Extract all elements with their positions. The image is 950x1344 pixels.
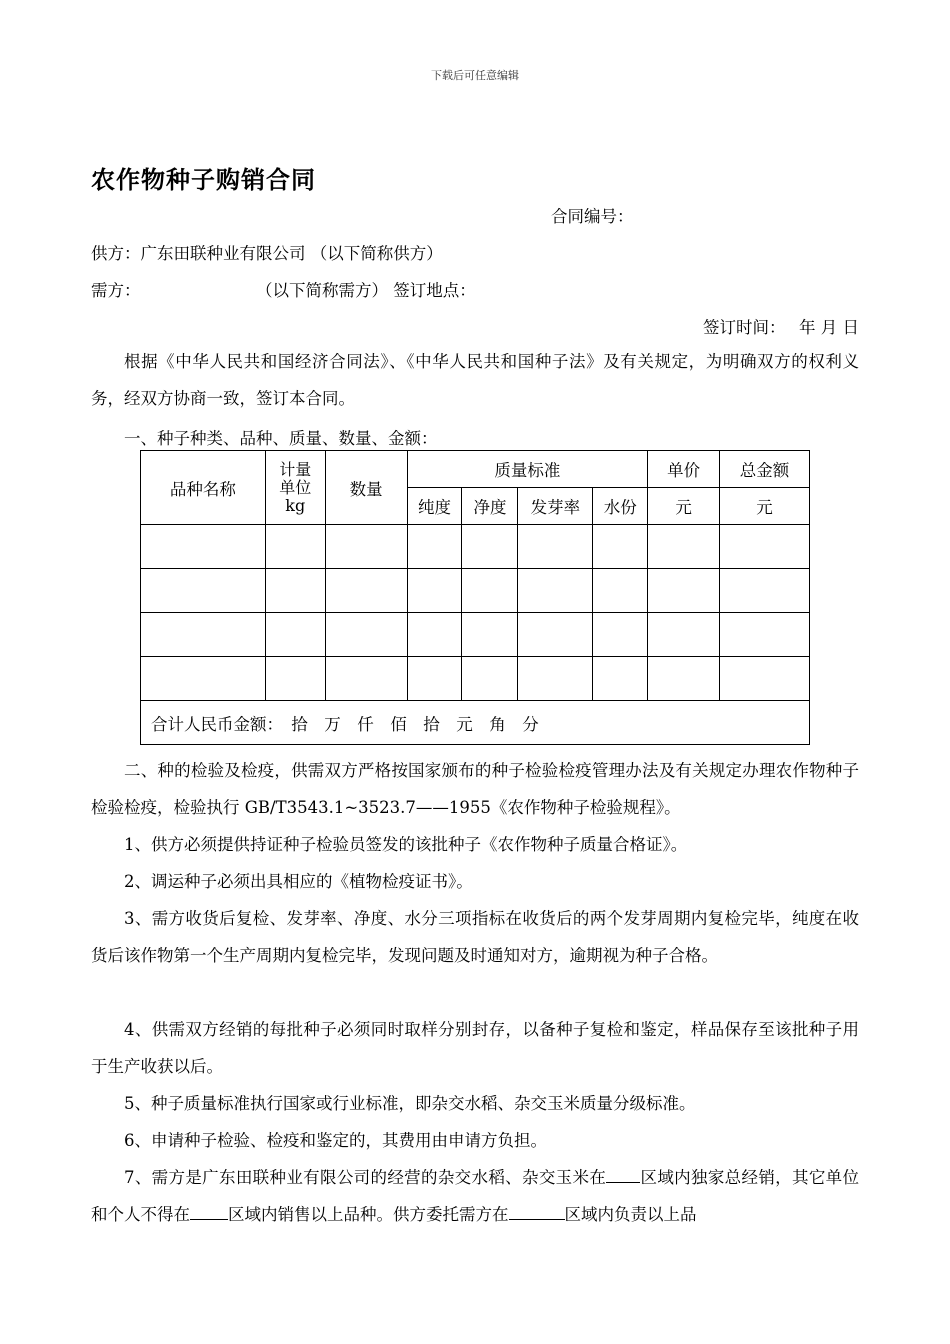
col-total-unit: 元 bbox=[720, 488, 810, 525]
table-cell[interactable] bbox=[325, 613, 407, 657]
table-cell[interactable] bbox=[265, 569, 325, 613]
col-moisture: 水份 bbox=[593, 488, 648, 525]
table-cell[interactable] bbox=[720, 569, 810, 613]
table-cell[interactable] bbox=[407, 525, 462, 569]
table-cell[interactable] bbox=[720, 657, 810, 701]
table-cell[interactable] bbox=[518, 613, 593, 657]
table-row bbox=[141, 569, 810, 613]
item-3: 3、需方收货后复检、发芽率、净度、水分三项指标在收货后的两个发芽周期内复检完毕，纯度在收货后该作物第一个生产周期内复检完毕，发现问题及时通知对方，逾期视为种子合格。 bbox=[91, 909, 859, 965]
section-2-paragraph: 二、种的检验及检疫，供需双方严格按国家颁布的种子检验检疫管理办法及有关规定办理农作物种子检验检疫，检验执行 GB/T3543.1~3523.7——1955《农作物种子检验规程》。 bbox=[91, 761, 859, 817]
table-cell[interactable] bbox=[462, 657, 518, 701]
item-6: 6、申请种子检验、检疫和鉴定的，其费用由申请方负担。 bbox=[124, 1131, 547, 1150]
table-row bbox=[141, 657, 810, 701]
table-cell[interactable] bbox=[407, 657, 462, 701]
table-row bbox=[141, 613, 810, 657]
table-cell[interactable] bbox=[593, 569, 648, 613]
contract-number-label: 合同编号： bbox=[551, 207, 634, 226]
item-7 bbox=[91, 1159, 859, 1233]
col-quantity: 数量 bbox=[325, 451, 407, 525]
col-cleanliness: 净度 bbox=[462, 488, 518, 525]
table-cell[interactable] bbox=[141, 613, 266, 657]
table-cell[interactable] bbox=[720, 613, 810, 657]
table-cell[interactable] bbox=[265, 657, 325, 701]
region-blank-3[interactable] bbox=[509, 1205, 565, 1220]
col-quality-standard: 质量标准 bbox=[407, 451, 648, 488]
table-cell[interactable] bbox=[407, 613, 462, 657]
supplier-line: 供方：广东田联种业有限公司 （以下简称供方） bbox=[91, 244, 443, 263]
header-note: 下载后可任意编辑 bbox=[431, 69, 519, 82]
col-purity: 纯度 bbox=[407, 488, 462, 525]
table-cell[interactable] bbox=[648, 525, 720, 569]
item-7-part-3: 区域内销售以上品种。供方委托需方在 bbox=[228, 1205, 509, 1224]
table-cell[interactable] bbox=[141, 657, 266, 701]
col-unit-line2: 单位 bbox=[279, 477, 312, 497]
item-7-part-4: 区域内负责以上品 bbox=[564, 1205, 697, 1224]
item-2: 2、调运种子必须出具相应的《植物检疫证书》。 bbox=[124, 872, 473, 891]
table-row bbox=[141, 525, 810, 569]
table-cell[interactable] bbox=[265, 613, 325, 657]
sign-time: 签订时间： 年 月 日 bbox=[703, 318, 859, 337]
table-total-row bbox=[141, 701, 810, 745]
col-unit-line3: kg bbox=[285, 495, 306, 515]
col-price: 单价 bbox=[648, 451, 720, 488]
table-cell[interactable] bbox=[141, 525, 266, 569]
col-unit bbox=[265, 451, 325, 525]
buyer-suffix: （以下简称需方） 签订地点： bbox=[256, 281, 476, 300]
seed-table bbox=[140, 450, 810, 745]
table-cell[interactable] bbox=[462, 613, 518, 657]
table-cell[interactable] bbox=[265, 525, 325, 569]
region-blank-1[interactable] bbox=[606, 1168, 640, 1183]
col-total: 总金额 bbox=[720, 451, 810, 488]
table-cell[interactable] bbox=[648, 569, 720, 613]
table-cell[interactable] bbox=[141, 569, 266, 613]
table-header-row bbox=[141, 451, 810, 488]
col-unit-line1: 计量 bbox=[279, 459, 312, 479]
table-cell[interactable] bbox=[518, 525, 593, 569]
table-cell[interactable] bbox=[462, 569, 518, 613]
item-4: 4、供需双方经销的每批种子必须同时取样分别封存，以备种子复检和鉴定，样品保存至该批种子用于生产收获以后。 bbox=[91, 1020, 859, 1076]
table-cell[interactable] bbox=[325, 657, 407, 701]
table-cell[interactable] bbox=[518, 657, 593, 701]
table-cell[interactable] bbox=[720, 525, 810, 569]
buyer-label: 需方： bbox=[91, 281, 141, 300]
table-cell[interactable] bbox=[325, 569, 407, 613]
item-7-part-1: 7、需方是广东田联种业有限公司的经营的杂交水稻、杂交玉米在 bbox=[124, 1168, 607, 1187]
document-title: 农作物种子购销合同 bbox=[91, 166, 316, 194]
table-cell[interactable] bbox=[593, 525, 648, 569]
intro-paragraph: 根据《中华人民共和国经济合同法》、《中华人民共和国种子法》及有关规定，为明确双方的权利义务，经双方协商一致，签订本合同。 bbox=[91, 352, 859, 408]
region-blank-2[interactable] bbox=[190, 1205, 228, 1220]
table-cell[interactable] bbox=[518, 569, 593, 613]
table-cell[interactable] bbox=[325, 525, 407, 569]
item-1: 1、供方必须提供持证种子检验员签发的该批种子《农作物种子质量合格证》。 bbox=[124, 835, 688, 854]
table-cell[interactable] bbox=[593, 613, 648, 657]
col-variety: 品种名称 bbox=[141, 451, 266, 525]
table-cell[interactable] bbox=[648, 657, 720, 701]
item-7-part-2: 区域内独家总经销，其它单位和个人不得在 bbox=[91, 1168, 860, 1224]
col-price-unit: 元 bbox=[648, 488, 720, 525]
col-germination: 发芽率 bbox=[518, 488, 593, 525]
total-amount-cell[interactable]: 合计人民币金额： 拾 万 仟 佰 拾 元 角 分 bbox=[141, 701, 810, 745]
table-cell[interactable] bbox=[462, 525, 518, 569]
item-5: 5、种子质量标准执行国家或行业标准，即杂交水稻、杂交玉米质量分级标准。 bbox=[124, 1094, 696, 1113]
section-1-heading: 一、种子种类、品种、质量、数量、金额： bbox=[124, 429, 438, 448]
table-cell[interactable] bbox=[407, 569, 462, 613]
table-cell[interactable] bbox=[593, 657, 648, 701]
table-cell[interactable] bbox=[648, 613, 720, 657]
